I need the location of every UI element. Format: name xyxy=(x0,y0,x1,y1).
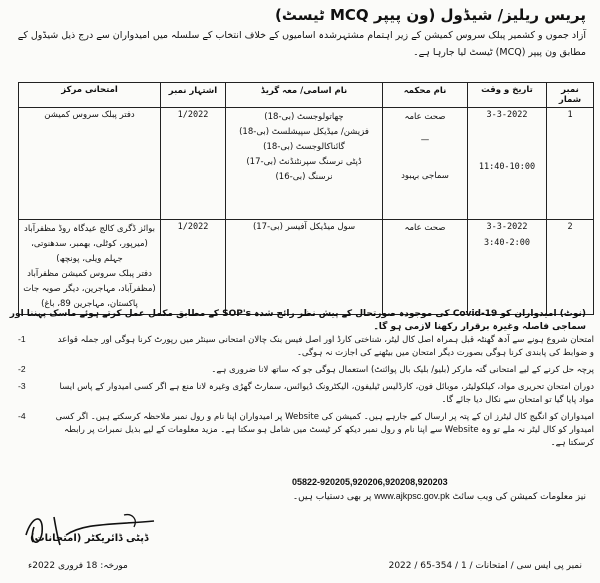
instructions-list xyxy=(14,334,594,454)
cell-exam-center: دفتر پبلک سروس کمیشن xyxy=(19,108,161,220)
cell-date-time xyxy=(468,108,547,220)
post-line: ڈپٹی نرسنگ سپرنٹنڈنٹ (بی-17) xyxy=(246,157,362,167)
dept-line: سماجی بہبود xyxy=(401,171,449,181)
cell-exam-center xyxy=(19,220,161,315)
cell-ad-number: 1/2022 xyxy=(161,108,226,220)
table-header-row xyxy=(19,83,594,108)
list-item xyxy=(14,334,594,360)
intro-paragraph: آزاد جموں و کشمیر پبلک سروس کمیشن کے زیر اہتمام مشتہرشدہ اسامیوں کے خلاف انتخاب کے سلسلہ میں امیدواران سے درج ذیل شیڈول کے مطابق ون پیپر (MCQ) ٹیسٹ لیا جارہا ہے۔ xyxy=(17,30,586,58)
cell-department: صحت عامہ xyxy=(383,220,468,315)
table-row xyxy=(19,108,594,220)
col-exam-center: امتحانی مرکز xyxy=(19,83,161,108)
covid-note: (نوٹ) امیدواران کو Covid-19 کی موجودہ صورتحال کے پیش نظر رائج شدہ SOP's کے مطابق مکمل عمل کرتے ہوئے ماسک پہننا اور سماجی فاصلہ وغیرہ برقرار رکھنا لازمی ہو گا۔ xyxy=(9,309,586,332)
item-text: امیدواران کو انگیج کال لیٹرز ان کے پتہ پر ارسال کیے جارہے ہیں۔ کمیشن کی Website پر امیدواران اپنا نام و رول نمبر ملاحظہ کرسکتے ہیں۔ اگر کسی امیدوار کو کال لیٹر نہ ملے تو وہ Website سے اپنا نام و رول نمبر دیکھ کر ٹیسٹ میں شامل ہو سکتا ہے۔ مزید معلومات کے لیے بذیل نمبرات پر رابطہ کرسکتا ہے۔ xyxy=(55,412,594,448)
item-number: -3 xyxy=(18,381,26,391)
center-line: دفتر پبلک سروس کمیشن مظفرآباد xyxy=(27,269,152,279)
table-row xyxy=(19,220,594,315)
col-post: نام اسامی/ معہ گریڈ xyxy=(226,83,383,108)
col-date-time: تاریخ و وقت xyxy=(468,83,547,108)
list-item xyxy=(14,411,594,450)
page-title: پریس ریلیز/ شیڈول (ون پیپر MCQ ٹیسٹ) xyxy=(275,6,586,24)
cell-serial: 1 xyxy=(547,108,594,220)
cell-date-time xyxy=(468,220,547,315)
cell-post: سول میڈیکل آفیسر (بی-17) xyxy=(226,220,383,315)
list-item xyxy=(14,364,594,377)
col-department: نام محکمہ xyxy=(383,83,468,108)
post-line: نرسنگ (بی-16) xyxy=(275,172,333,182)
release-date: مورخہ: 18 فروری 2022ء xyxy=(28,561,128,571)
col-serial: نمبر شمار xyxy=(547,83,594,108)
website-line xyxy=(293,491,586,502)
exam-date: 3-3-2022 xyxy=(486,222,528,232)
cell-department xyxy=(383,108,468,220)
dept-line: صحت عامہ xyxy=(404,112,446,122)
post-line: گائناکالوجسٹ (بی-18) xyxy=(263,142,345,152)
website-prefix: نیز معلومات کمیشن کی ویب سائٹ xyxy=(452,492,586,502)
signatory-title: ڈپٹی ڈائریکٹر (امتحانات) xyxy=(30,533,149,544)
exam-time: 11:40-10:00 xyxy=(478,162,536,172)
item-number: -2 xyxy=(18,364,26,374)
exam-date: 3-3-2022 xyxy=(486,110,528,120)
item-number: -4 xyxy=(18,411,26,421)
center-line: (مظفرآباد، مہاجرین، دیگر صوبہ جات پاکستان، مہاجرین 89، باغ) xyxy=(23,284,156,309)
item-number: -1 xyxy=(18,334,26,344)
post-line: چھاتولوجسٹ (بی-18) xyxy=(264,112,344,122)
reference-number: نمبر پی ایس سی / امتحانات / 1 / 354-65 / 2022 xyxy=(388,561,582,571)
item-text: امتحان شروع ہونے سے آدھ گھنٹہ قبل ہمراہ اصل کال لیٹر، شناختی کارڈ اور اصل فیس بنک چالان امتحانی سینٹر میں رپورٹ کرنا ہوگی اور جملہ قواعد و ضوابط کی پابندی کرنا ہوگی بصورت دیگر امتحان میں بیٹھنے کی اجازت نہ ہوگی۔ xyxy=(57,335,594,358)
website-suffix: پر بھی دستیاب ہیں۔ xyxy=(292,492,372,502)
cell-post xyxy=(226,108,383,220)
center-line: (میرپور، کوٹلی، بھمبر، سدھنوتی، جہلم ویلی، پونچھ) xyxy=(31,239,148,264)
dept-line: — xyxy=(420,135,430,145)
phone-numbers: 05822-920205,920206,920208,920203 xyxy=(292,477,448,487)
cell-ad-number: 1/2022 xyxy=(161,220,226,315)
item-text: دوران امتحان تحریری مواد، کیلکولیٹر، موبائل فون، کارڈلیس ٹیلیفون، الیکٹرونک ڈیوائس، سمارٹ گھڑی وغیرہ لانا منع ہے اگر کسی امیدوار کے پاس ایسا مواد پایا گیا تو امتحان سے نکال دیا جائے گا۔ xyxy=(59,382,594,405)
post-line: فزیشن/ میڈیکل سپیشلسٹ (بی-18) xyxy=(239,127,369,137)
col-ad-number: اشتہار نمبر xyxy=(161,83,226,108)
website-link[interactable]: www.ajkpsc.gov.pk xyxy=(374,491,450,501)
cell-serial: 2 xyxy=(547,220,594,315)
item-text: پرچہ حل کرنے کے لیے امتحانی گتہ مارکر (بلیو/ بلیک بال پوائنٹ) استعمال ہوگی جو کہ ساتھ لانا ضروری ہے۔ xyxy=(211,365,594,375)
center-line: بوائز ڈگری کالج عیدگاہ روڈ مظفرآباد xyxy=(24,224,155,234)
exam-time: 3:40-2:00 xyxy=(483,238,531,248)
schedule-table xyxy=(18,82,594,315)
list-item xyxy=(14,381,594,407)
